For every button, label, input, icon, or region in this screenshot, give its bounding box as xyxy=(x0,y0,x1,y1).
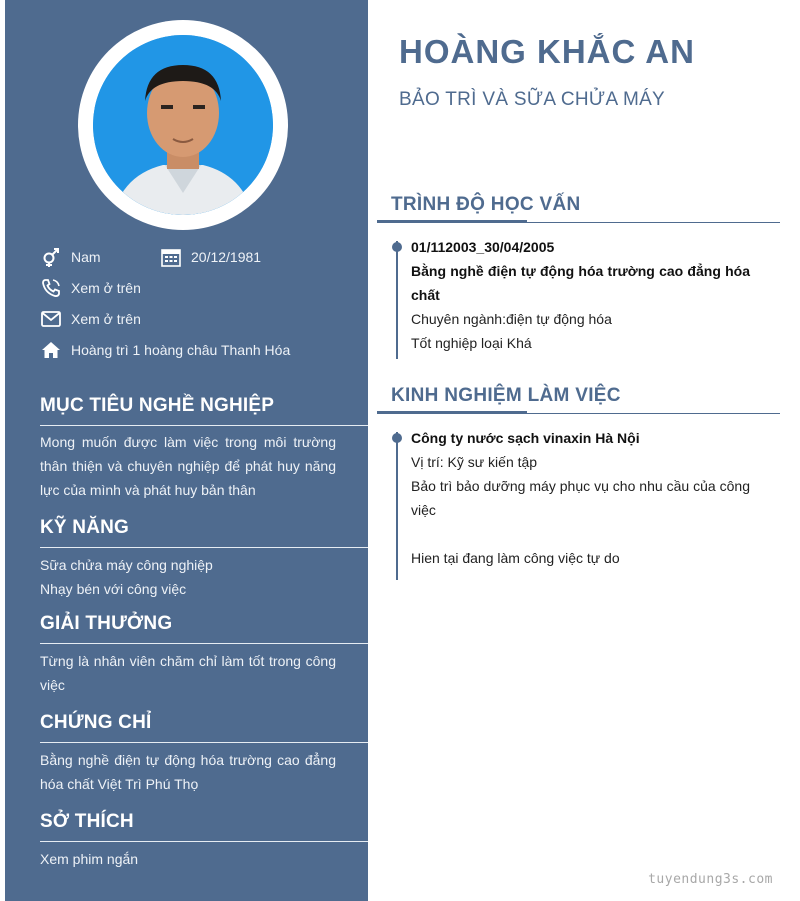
experience-company: Công ty nước sạch vinaxin Hà Nội xyxy=(411,430,640,446)
hobbies-text: Xem phim ngắn xyxy=(40,851,139,867)
phone-row xyxy=(40,278,141,298)
email-row xyxy=(40,309,141,329)
education-school: Bằng nghề điện tự động hóa trường cao đẳng hóa chất xyxy=(411,263,750,303)
gender-icon xyxy=(40,247,62,267)
calendar-icon xyxy=(160,247,182,267)
experience-position: Vị trí: Kỹ sư kiến tập xyxy=(411,454,538,470)
phone-icon xyxy=(40,278,62,298)
skill-item: Nhạy bén với công việc xyxy=(40,581,187,597)
skills-list xyxy=(40,553,336,601)
portrait-photo xyxy=(93,35,273,215)
education-divider xyxy=(377,222,780,223)
sidebar xyxy=(5,0,368,901)
education-timeline xyxy=(396,241,398,359)
experience-duty: Bảo trì bảo dưỡng máy phục vụ cho nhu cầu của công việc xyxy=(411,478,750,518)
email-icon xyxy=(40,309,62,329)
address-value: Hoàng trì 1 hoàng châu Thanh Hóa xyxy=(71,342,291,358)
home-icon xyxy=(40,340,62,360)
objective-text: Mong muốn được làm việc trong môi trường thân thiện và chuyên nghiệp để phát huy năng lực của mình và phát huy bản thân xyxy=(40,434,336,498)
awards-text: Từng là nhân viên chăm chỉ làm tốt trong công việc xyxy=(40,653,336,693)
avatar xyxy=(93,35,273,215)
certificates-title: CHỨNG CHỈ xyxy=(40,712,368,743)
gender-row xyxy=(40,247,101,267)
awards-title: GIẢI THƯỞNG xyxy=(40,613,368,644)
education-grade: Tốt nghiệp loại Khá xyxy=(411,335,532,351)
education-title: TRÌNH ĐỘ HỌC VẤN xyxy=(391,194,581,215)
education-period: 01/112003_30/04/2005 xyxy=(411,239,555,255)
experience-dot xyxy=(392,433,402,443)
skill-item: Sữa chửa máy công nghiệp xyxy=(40,557,213,573)
objective-title: MỤC TIÊU NGHỀ NGHIỆP xyxy=(40,395,368,426)
watermark: tuyendung3s.com xyxy=(648,872,773,887)
certificates-text: Bằng nghề điện tự động hóa trường cao đẳng hóa chất Việt Trì Phú Thọ xyxy=(40,752,336,792)
birthday-value: 20/12/1981 xyxy=(191,249,262,265)
experience-divider xyxy=(377,413,780,414)
candidate-job-title: BẢO TRÌ VÀ SỮA CHỬA MÁY xyxy=(399,89,666,110)
avatar-frame xyxy=(78,20,288,230)
address-row xyxy=(40,340,290,360)
education-entry xyxy=(411,235,750,355)
phone-value: Xem ở trên xyxy=(71,280,141,296)
education-major: Chuyên ngành:điện tự động hóa xyxy=(411,311,612,327)
gender-value: Nam xyxy=(71,249,101,265)
experience-entry xyxy=(411,426,750,570)
skills-title: KỸ NĂNG xyxy=(40,517,368,548)
candidate-name: HOÀNG KHẮC AN xyxy=(399,33,695,70)
experience-title: KINH NGHIỆM LÀM VIỆC xyxy=(391,385,621,406)
main-content xyxy=(368,0,800,901)
education-dot xyxy=(392,242,402,252)
birthday-row xyxy=(160,247,261,267)
experience-current: Hien tại đang làm công việc tự do xyxy=(411,550,620,566)
hobbies-title: SỞ THÍCH xyxy=(40,811,368,842)
experience-timeline xyxy=(396,432,398,580)
email-value: Xem ở trên xyxy=(71,311,141,327)
